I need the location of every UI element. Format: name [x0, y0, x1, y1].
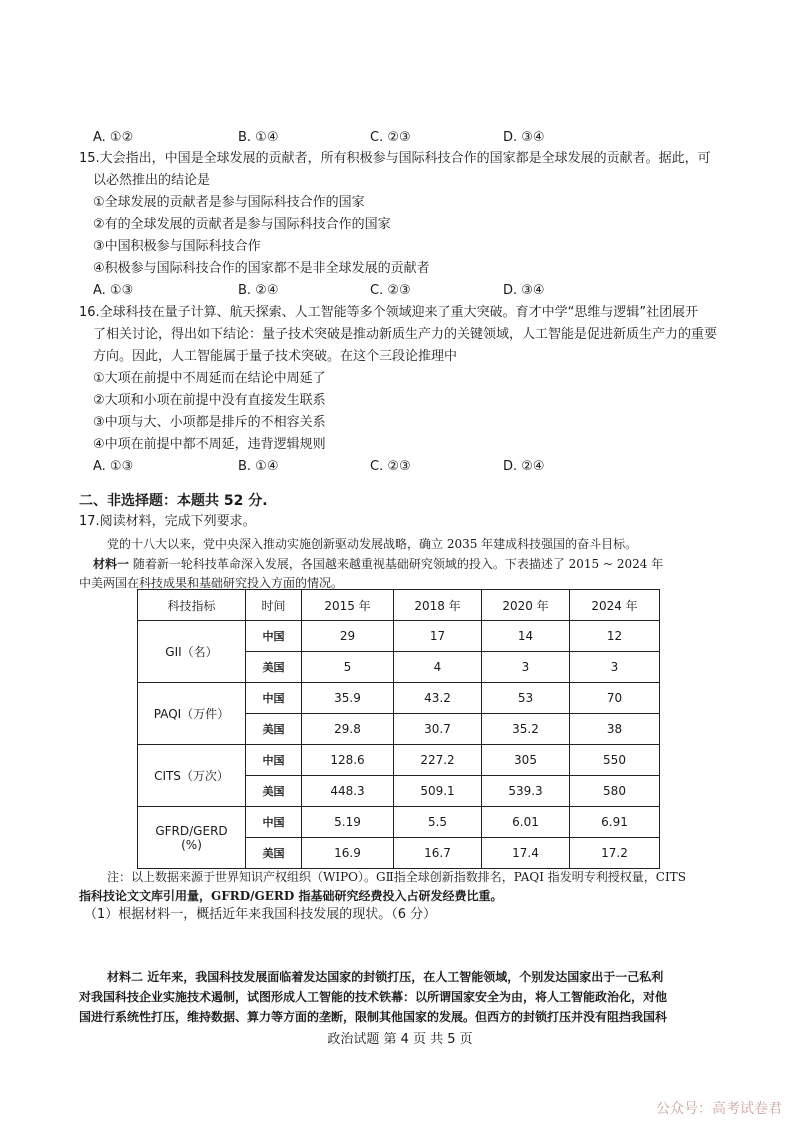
q15-stem-line-1: 15.大会指出，中国是全球发展的贡献者，所有积极参与国际科技合作的国家都是全球发展的贡献者。据此，可 [79, 151, 711, 166]
q17-material-1-line-1 [93, 555, 663, 573]
q16-item-1: ①大项在前提中不周延而在结论中周延了 [93, 371, 326, 386]
q15-item-3: ③中国积极参与国际科技合作 [93, 239, 261, 254]
value-cell: 16.7 [394, 838, 482, 869]
q17-material-2-line-1 [107, 968, 663, 986]
value-cell: 70 [570, 683, 660, 714]
value-cell: 6.91 [570, 807, 660, 838]
value-cell: 550 [570, 745, 660, 776]
value-cell: 4 [394, 652, 482, 683]
watermark: 公众号：高考试卷君 [656, 1101, 782, 1117]
value-cell: 35.9 [302, 683, 394, 714]
table-header-cell: 2024 年 [570, 590, 660, 621]
q17-material-2-line-2: 对我国科技企业实施技术遏制，试图形成人工智能的技术铁幕：以所谓国家安全为由，将人工智能政治化，对他 [79, 990, 668, 1004]
table-row [138, 621, 660, 652]
value-cell: 128.6 [302, 745, 394, 776]
indicator-label-line-2: (%) [181, 837, 202, 852]
q14-option-d: D. ③④ [503, 130, 545, 145]
value-cell: 5 [302, 652, 394, 683]
table-row [138, 683, 660, 714]
q14-option-c: C. ②③ [370, 130, 411, 145]
value-cell: 5.19 [302, 807, 394, 838]
value-cell: 30.7 [394, 714, 482, 745]
q16-option-d: D. ②④ [503, 459, 545, 474]
table-header-cell: 时间 [246, 590, 302, 621]
page-footer: 政治试题 第 4 页 共 5 页 [327, 1032, 473, 1047]
value-cell: 16.9 [302, 838, 394, 869]
table-header-cell: 科技指标 [138, 590, 246, 621]
value-cell: 14 [482, 621, 570, 652]
q17-intro: 党的十八大以来，党中央深入推动实施创新驱动发展战略，确立 2035 年建成科技强国的奋斗目标。 [107, 537, 638, 551]
material-1-text: 随着新一轮科技革命深入发展，各国越来越重视基础研究领域的投入。下表描述了 2015 ~ 2024 年 [129, 557, 664, 571]
section-2-title: 二、非选择题：本题共 52 分. [79, 493, 268, 509]
table-header-row [138, 590, 660, 621]
value-cell: 29 [302, 621, 394, 652]
table-header-cell: 2015 年 [302, 590, 394, 621]
value-cell: 227.2 [394, 745, 482, 776]
q15-item-2: ②有的全球发展的贡献者是参与国际科技合作的国家 [93, 217, 391, 232]
q16-item-2: ②大项和小项在前提中没有直接发生联系 [93, 393, 326, 408]
q14-option-a: A. ①② [93, 130, 134, 145]
value-cell: 539.3 [482, 776, 570, 807]
value-cell: 580 [570, 776, 660, 807]
country-cell: 美国 [246, 776, 302, 807]
value-cell: 305 [482, 745, 570, 776]
country-cell: 中国 [246, 683, 302, 714]
country-cell: 美国 [246, 838, 302, 869]
value-cell: 53 [482, 683, 570, 714]
value-cell: 35.2 [482, 714, 570, 745]
q17-material-2-line-3: 国进行系统性打压，维持数据、算力等方面的垄断，限制其他国家的发展。但西方的封锁打压并没有阻挡我国科 [79, 1010, 668, 1024]
value-cell: 6.01 [482, 807, 570, 838]
q15-item-4: ④积极参与国际科技合作的国家都不是非全球发展的贡献者 [93, 261, 430, 276]
q16-item-4: ④中项在前提中都不周延，违背逻辑规则 [93, 437, 326, 452]
q16-stem-line-3: 方向。因此，人工智能属于量子技术突破。在这个三段论推理中 [93, 349, 458, 364]
q16-item-3: ③中项与大、小项都是排斥的不相容关系 [93, 415, 326, 430]
value-cell: 12 [570, 621, 660, 652]
indicator-label: CITS（万次） [138, 745, 246, 807]
value-cell: 17.4 [482, 838, 570, 869]
q15-item-1: ①全球发展的贡献者是参与国际科技合作的国家 [93, 195, 365, 210]
q15-option-c: C. ②③ [370, 283, 411, 298]
value-cell: 43.2 [394, 683, 482, 714]
q15-stem-line-2: 以必然推出的结论是 [93, 173, 211, 188]
q17-material-1-line-2: 中美两国在科技成果和基础研究投入方面的情况。 [79, 576, 344, 590]
material-2-label: 材料二 [107, 970, 144, 984]
table-row [138, 745, 660, 776]
q16-stem-line-1: 16.全球科技在量子计算、航天探索、人工智能等多个领域迎来了重大突破。育才中学“思维与逻辑”社团展开 [79, 305, 699, 320]
country-cell: 中国 [246, 807, 302, 838]
indicator-label: PAQI（万件） [138, 683, 246, 745]
table-header-cell: 2018 年 [394, 590, 482, 621]
indicator-label [138, 807, 246, 869]
q16-stem-line-2: 了相关讨论，得出如下结论：量子技术突破是推动新质生产力的关键领域，人工智能是促进新质生产力的重要 [93, 327, 718, 342]
material-1-label: 材料一 [93, 557, 130, 571]
country-cell: 中国 [246, 621, 302, 652]
value-cell: 17 [394, 621, 482, 652]
value-cell: 29.8 [302, 714, 394, 745]
indicator-label-line-1: GFRD/GERD [155, 823, 228, 838]
country-cell: 中国 [246, 745, 302, 776]
q15-option-a: A. ①③ [93, 283, 134, 298]
table-note-line-1: 注：以上数据来源于世界知识产权组织（WIPO）。GⅡ指全球创新指数排名，PAQI 指发明专利授权量，CITS [107, 870, 686, 884]
value-cell: 38 [570, 714, 660, 745]
table-note-line-2: 指科技论文文库引用量，GFRD/GERD 指基础研究经费投入占研发经费比重。 [79, 889, 503, 903]
data-table [137, 589, 660, 869]
q15-option-b: B. ②④ [238, 283, 279, 298]
value-cell: 509.1 [394, 776, 482, 807]
q15-option-d: D. ③④ [503, 283, 545, 298]
value-cell: 3 [482, 652, 570, 683]
q16-option-b: B. ①④ [238, 459, 279, 474]
value-cell: 448.3 [302, 776, 394, 807]
country-cell: 美国 [246, 652, 302, 683]
q17-subquestion-1: （1）根据材料一，概括近年来我国科技发展的现状。（6 分） [84, 907, 437, 922]
country-cell: 美国 [246, 714, 302, 745]
table-row [138, 807, 660, 838]
q16-option-c: C. ②③ [370, 459, 411, 474]
value-cell: 3 [570, 652, 660, 683]
value-cell: 5.5 [394, 807, 482, 838]
table-header-cell: 2020 年 [482, 590, 570, 621]
q17-stem: 17.阅读材料，完成下列要求。 [79, 514, 256, 529]
value-cell: 17.2 [570, 838, 660, 869]
material-2-text: 近年来，我国科技发展面临着发达国家的封锁打压，在人工智能领域，个别发达国家出于一己私利 [143, 970, 664, 984]
indicator-label: GII（名） [138, 621, 246, 683]
q14-option-b: B. ①④ [238, 130, 279, 145]
q16-option-a: A. ①③ [93, 459, 134, 474]
